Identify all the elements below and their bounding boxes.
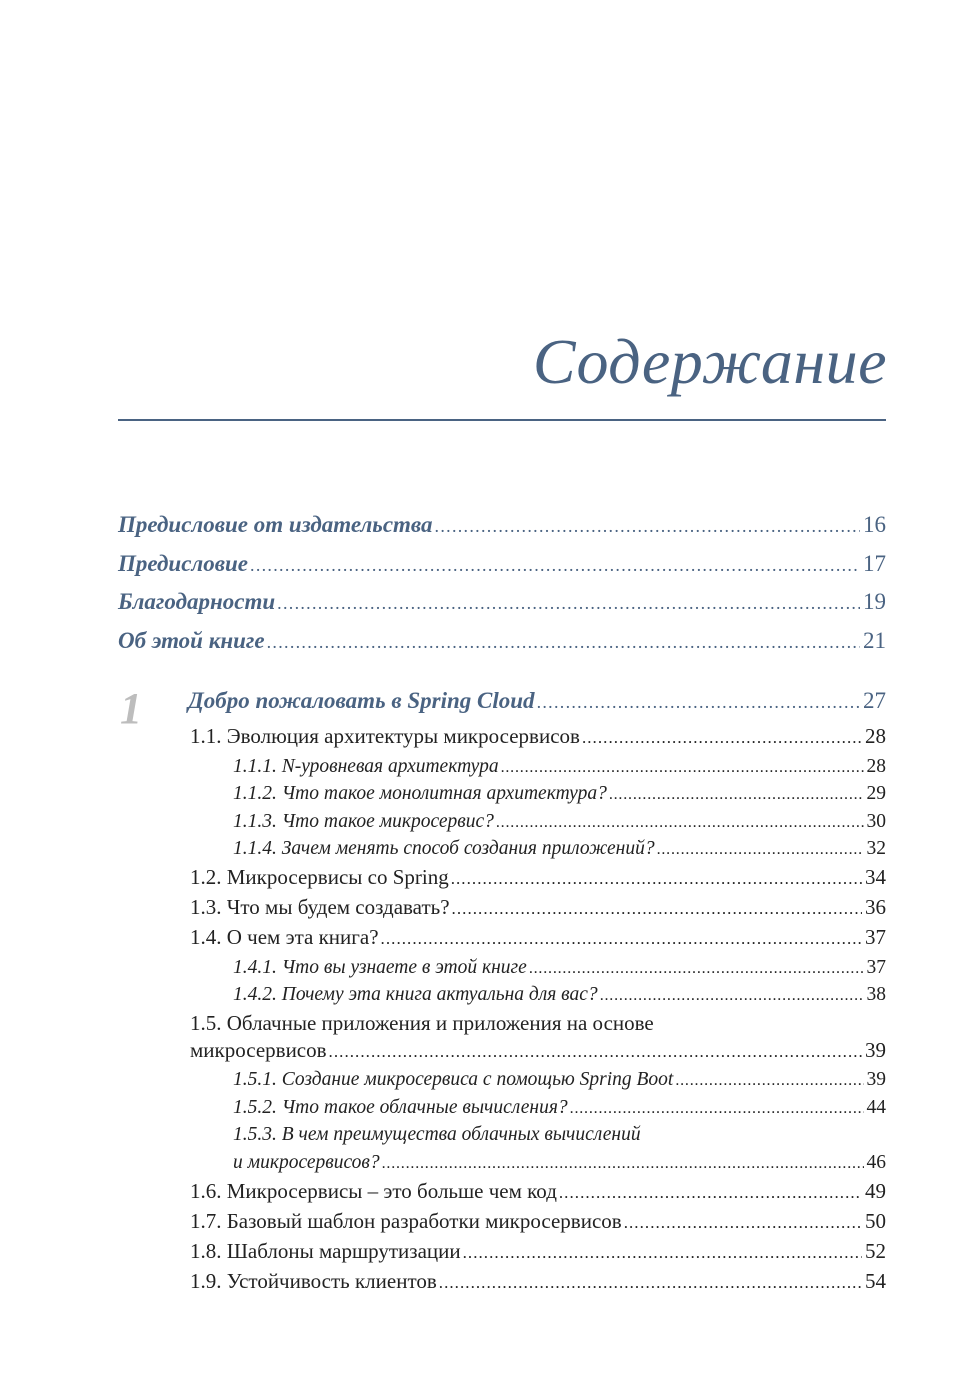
- toc-page-number: 29: [866, 783, 886, 804]
- chapter-number: 1: [120, 684, 142, 733]
- toc-entry-title: 1.4.1. Что вы узнаете в этой книге: [233, 957, 527, 978]
- toc-entry-title: 1.4.2. Почему эта книга актуальна для вас?: [233, 984, 598, 1005]
- toc-entry-title: Предисловие от издательства: [118, 512, 433, 537]
- dot-leader: [267, 627, 860, 657]
- toc-entry-title: Об этой книге: [118, 628, 265, 653]
- dot-leader: [381, 925, 862, 953]
- toc-page-number: 37: [866, 957, 886, 978]
- toc-entry-preface[interactable]: [118, 549, 886, 580]
- toc-entry-title: 1.4. О чем эта книга?: [190, 925, 379, 949]
- toc-entry-about-book[interactable]: [118, 626, 886, 657]
- toc-page-number: 54: [865, 1269, 886, 1293]
- dot-leader: [600, 983, 864, 1009]
- toc-entry-title: и микросервисов?: [233, 1152, 380, 1173]
- toc-page-number: 28: [866, 756, 886, 777]
- toc-section[interactable]: [190, 1177, 886, 1207]
- toc-section[interactable]: [190, 1237, 886, 1267]
- toc-page-number: 37: [865, 925, 886, 949]
- toc-subsection[interactable]: [233, 781, 886, 808]
- toc-entry-title: 1.5.2. Что такое облачные вычисления?: [233, 1097, 568, 1118]
- toc-subsection[interactable]: [233, 1095, 886, 1122]
- toc-page-number: 27: [863, 688, 886, 713]
- toc-entry-title: 1.1. Эволюция архитектуры микросервисов: [190, 724, 580, 748]
- dot-leader: [452, 895, 862, 923]
- dot-leader: [675, 1068, 863, 1094]
- dot-leader: [624, 1209, 862, 1237]
- dot-leader: [609, 782, 864, 808]
- toc-page-number: 39: [866, 1069, 886, 1090]
- dot-leader: [463, 1239, 862, 1267]
- toc-page-number: 34: [865, 865, 886, 889]
- toc-entry-title: 1.9. Устойчивость клиентов: [190, 1269, 437, 1293]
- toc-subsection[interactable]: [233, 982, 886, 1009]
- page-title: Содержание: [532, 326, 887, 397]
- toc-page-number: 49: [865, 1179, 886, 1203]
- dot-leader: [537, 687, 860, 717]
- toc-entry-title: 1.1.2. Что такое монолитная архитектура?: [233, 783, 607, 804]
- toc-entry-title: Благодарности: [118, 589, 276, 614]
- dot-leader: [250, 550, 860, 580]
- toc-entry-title: 1.8. Шаблоны маршрутизации: [190, 1239, 461, 1263]
- toc-chapter-title[interactable]: [188, 686, 886, 717]
- dot-leader: [582, 724, 862, 752]
- dot-leader: [496, 810, 864, 836]
- title-divider: [118, 419, 886, 421]
- toc-page-number: 39: [865, 1038, 886, 1062]
- dot-leader: [329, 1038, 862, 1066]
- toc-page-number: 21: [863, 628, 886, 653]
- toc-section[interactable]: [190, 722, 886, 752]
- toc-page-number: 38: [866, 984, 886, 1005]
- toc-page-number: 52: [865, 1239, 886, 1263]
- dot-leader: [435, 511, 860, 541]
- toc-entry-acknowledgments[interactable]: [118, 587, 886, 618]
- toc-subsection[interactable]: [233, 955, 886, 982]
- toc-section[interactable]: [190, 1036, 886, 1066]
- dot-leader: [657, 837, 864, 863]
- toc-entry-title: 1.5.1. Создание микросервиса с помощью Spring Boot: [233, 1069, 674, 1090]
- dot-leader: [559, 1179, 862, 1207]
- toc-entry-title: 1.3. Что мы будем создавать?: [190, 895, 450, 919]
- toc-entry-title: 1.1.4. Зачем менять способ создания приложений?: [233, 838, 655, 859]
- toc-page-number: 44: [866, 1097, 886, 1118]
- toc-subsection[interactable]: [233, 836, 886, 863]
- dot-leader: [277, 588, 860, 618]
- toc-entry-title: микросервисов: [190, 1038, 327, 1062]
- dot-leader: [501, 755, 864, 781]
- toc-subsection-wrapped-line[interactable]: 1.5.3. В чем преимущества облачных вычислений: [233, 1124, 641, 1145]
- toc-subsection[interactable]: [233, 809, 886, 836]
- toc-page-number: 36: [865, 895, 886, 919]
- toc-page-number: 28: [865, 724, 886, 748]
- toc-page-number: 16: [863, 512, 886, 537]
- dot-leader: [439, 1269, 862, 1297]
- toc-entry-publisher-preface[interactable]: [118, 510, 886, 541]
- toc-page-number: 17: [863, 551, 886, 576]
- toc-subsection[interactable]: [233, 1150, 886, 1177]
- toc-entry-title: 1.2. Микросервисы со Spring: [190, 865, 449, 889]
- toc-entry-title: Добро пожаловать в Spring Cloud: [188, 688, 535, 713]
- toc-entry-title: Предисловие: [118, 551, 249, 576]
- toc-section[interactable]: [190, 923, 886, 953]
- toc-page-number: 46: [866, 1152, 886, 1173]
- toc-subsection[interactable]: [233, 1067, 886, 1094]
- toc-section-wrapped-line[interactable]: 1.5. Облачные приложения и приложения на основе: [190, 1011, 654, 1035]
- dot-leader: [570, 1096, 864, 1122]
- dot-leader: [451, 865, 862, 893]
- toc-entry-title: 1.1.3. Что такое микросервис?: [233, 811, 494, 832]
- toc-entry-title: 1.7. Базовый шаблон разработки микросервисов: [190, 1209, 622, 1233]
- toc-page-number: 19: [863, 589, 886, 614]
- toc-entry-title: 1.6. Микросервисы – это больше чем код: [190, 1179, 557, 1203]
- toc-subsection[interactable]: [233, 754, 886, 781]
- toc-section[interactable]: [190, 893, 886, 923]
- toc-section[interactable]: [190, 1267, 886, 1297]
- toc-section[interactable]: [190, 1207, 886, 1237]
- toc-page-number: 32: [866, 838, 886, 859]
- toc-page-number: 30: [866, 811, 886, 832]
- toc-section[interactable]: [190, 863, 886, 893]
- dot-leader: [382, 1151, 864, 1177]
- toc-page-number: 50: [865, 1209, 886, 1233]
- dot-leader: [529, 956, 864, 982]
- toc-entry-title: 1.1.1. N-уровневая архитектура: [233, 756, 499, 777]
